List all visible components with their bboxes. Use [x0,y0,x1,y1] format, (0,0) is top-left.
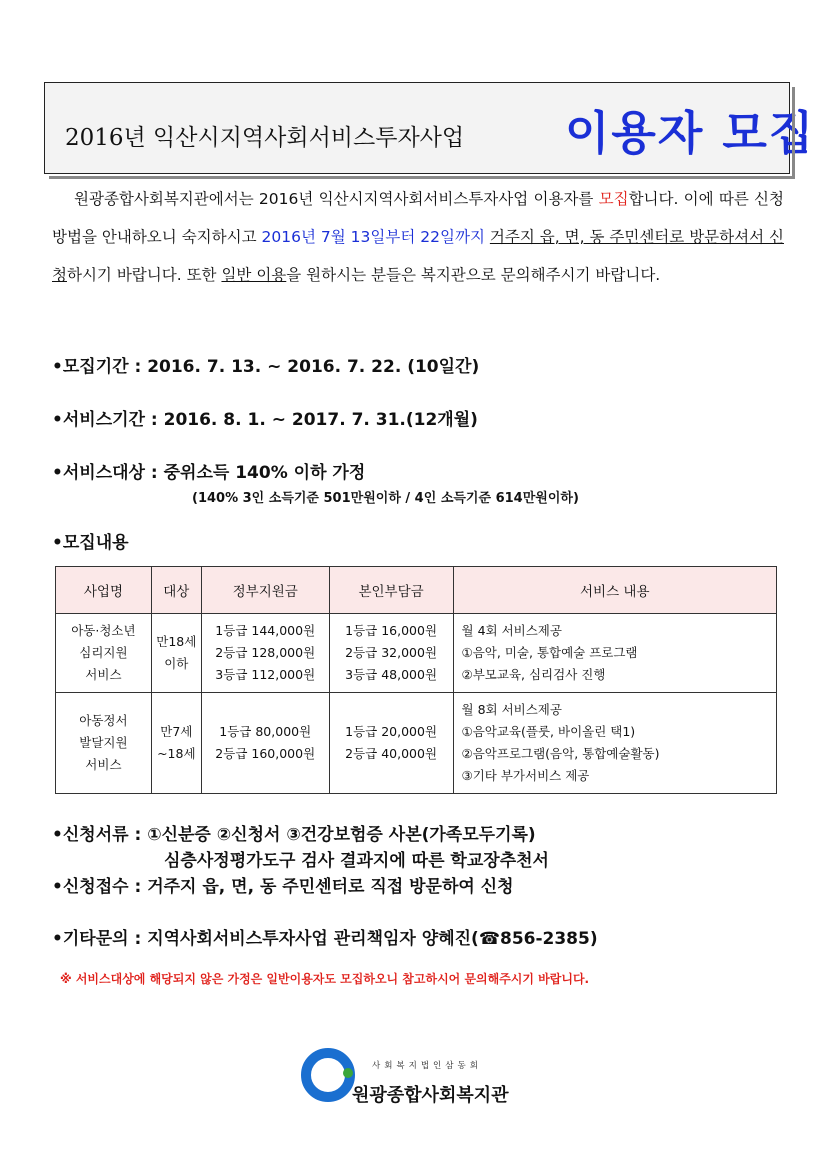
row1-content-line: ①음악, 미술, 통합예술 프로그램 [461,645,638,660]
org-logo [300,1045,540,1115]
service-table [55,566,777,794]
row1-name-line: 서비스 [85,667,122,682]
row1-name [56,614,152,693]
title-accent: 이용자 모집 [565,106,816,160]
table-row [56,693,777,794]
row1-content-line: 월 4회 서비스제공 [461,623,562,638]
other-inquiry: •기타문의 : 지역사회서비스투자사업 관리책임자 양혜진(☎856-2385) [52,929,598,949]
service-period: •서비스기간 : 2016. 8. 1. ~ 2017. 7. 31.(12개월) [52,410,478,430]
row2-content-line: ②음악프로그램(음악, 통합예술활동) [461,746,660,761]
intro-general-underline: 일반 이용 [221,266,287,284]
row2-gov-line: 1등급 80,000원 [219,724,312,739]
application-docs: •신청서류 : ①신분증 ②신청서 ③건강보험증 사본(가족모두기록) [52,825,536,845]
header-program: 사업명 [56,567,152,614]
title-box [44,82,816,174]
row1-gov [201,614,329,693]
intro-date-highlight: 2016년 7월 13일부터 22일까지 [261,228,485,246]
table-header-row [56,567,777,614]
row1-gov-line: 1등급 144,000원 [215,623,316,638]
notice-text: ※ 서비스대상에 해당되지 않은 가정은 일반이용자도 모집하오니 참고하시어 문의해주시기 바랍니다. [60,972,590,986]
logo-subtitle: 사회복지법인삼동회 [372,1061,482,1071]
row1-target-line: 이하 [164,656,189,671]
service-target: •서비스대상 : 중위소득 140% 이하 가정 [52,463,366,483]
row1-self-line: 2등급 32,000원 [345,645,438,660]
row1-content-line: ②부모교육, 심리검사 진행 [461,667,606,682]
recruit-period: •모집기간 : 2016. 7. 13. ~ 2016. 7. 22. (10일간) [52,357,480,377]
header-service-content: 서비스 내용 [453,567,776,614]
row2-content-line: 월 8회 서비스제공 [461,702,562,717]
row1-content [453,614,776,693]
row2-target-line: 만7세 [160,724,193,739]
row2-target [151,693,201,794]
row1-name-line: 심리지원 [79,645,128,660]
header-self-pay: 본인부담금 [329,567,453,614]
row1-self-line: 3등급 48,000원 [345,667,438,682]
row2-self-line: 2등급 40,000원 [345,746,438,761]
application-docs-detail: 심층사정평가도구 검사 결과지에 따른 학교장추천서 [164,851,549,871]
row2-content [453,693,776,794]
row1-gov-line: 3등급 112,000원 [215,667,316,682]
header-gov-support: 정부지원금 [201,567,329,614]
row1-self-line: 1등급 16,000원 [345,623,438,638]
row2-content-line: ①음악교육(플룻, 바이올린 택1) [461,724,636,739]
row2-name-line: 서비스 [85,757,122,772]
logo-name: 원광종합사회복지관 [352,1085,509,1106]
row2-name-line: 발달지원 [79,735,128,750]
row2-content-line: ③기타 부가서비스 제공 [461,768,590,783]
title-main: 2016년 익산시지역사회서비스투자사업 [65,125,465,151]
row2-gov-line: 2등급 160,000원 [215,746,316,761]
org-logo-icon [300,1045,360,1105]
intro-text-2: 합니다. 이에 따른 신청 방법을 안내하오니 숙지하시고 [52,190,784,246]
intro-paragraph [52,180,784,294]
service-target-detail: (140% 3인 소득기준 501만원이하 / 4인 소득기준 614만원이하) [192,491,579,506]
row2-name [56,693,152,794]
table-row [56,614,777,693]
row2-gov [201,693,329,794]
recruit-contents-heading: •모집내용 [52,533,129,553]
intro-text-4: 하시기 바랍니다. 또한 [66,266,222,284]
header-target: 대상 [151,567,201,614]
intro-recruit-highlight: 모집 [598,190,629,208]
row1-gov-line: 2등급 128,000원 [215,645,316,660]
intro-text-5: 을 원하시는 분들은 복지관으로 문의해주시기 바랍니다. [286,266,661,284]
row2-target-line: ~18세 [157,746,196,761]
row2-self [329,693,453,794]
intro-text-1: 원광종합사회복지관에서는 2016년 익산시지역사회서비스투자사업 이용자를 [74,190,599,208]
row1-target [151,614,201,693]
row1-name-line: 아동·청소년 [71,623,136,638]
row2-self-line: 1등급 20,000원 [345,724,438,739]
row1-target-line: 만18세 [156,634,197,649]
row1-self [329,614,453,693]
application-reception: •신청접수 : 거주지 읍, 면, 동 주민센터로 직접 방문하여 신청 [52,877,514,897]
row2-name-line: 아동정서 [79,713,128,728]
intro-visit-underline: 거주지 읍, 면, 동 주민센터로 방문하셔서 신청 [52,228,784,284]
